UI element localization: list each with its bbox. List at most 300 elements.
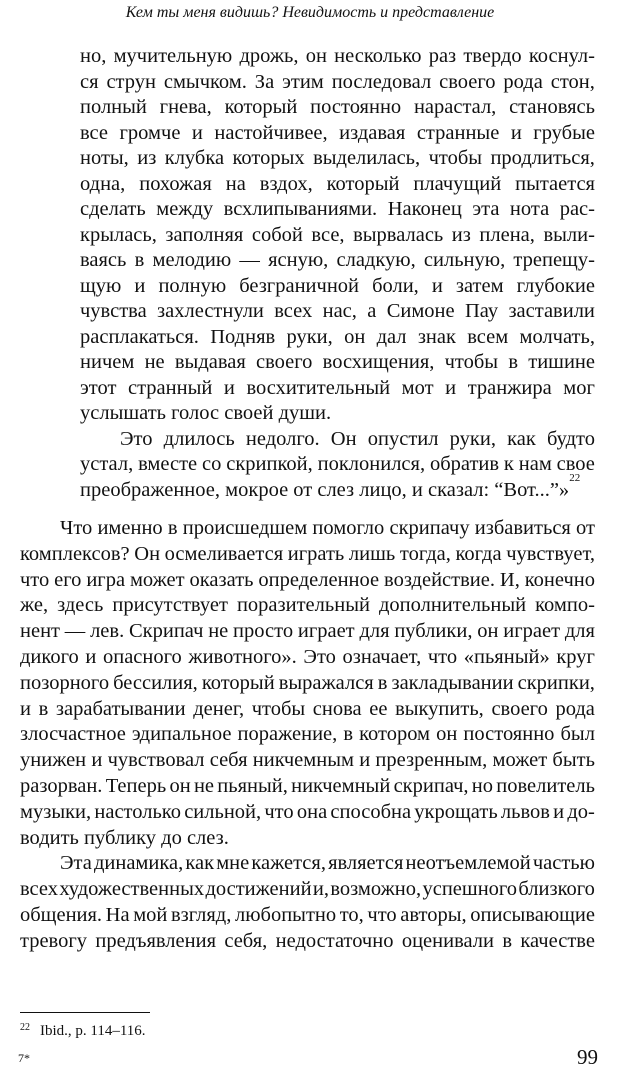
word: мой bbox=[133, 903, 168, 926]
word: Симоне bbox=[386, 300, 455, 322]
word: описывающие bbox=[470, 903, 595, 926]
word: музыки, bbox=[20, 800, 92, 823]
body-line bbox=[20, 697, 595, 723]
word: и bbox=[553, 800, 565, 823]
word: тишине bbox=[528, 351, 595, 373]
word: и bbox=[431, 274, 443, 297]
word: руки, bbox=[286, 325, 333, 348]
word: не bbox=[208, 620, 229, 643]
word: до- bbox=[567, 800, 595, 823]
word: ноты, bbox=[80, 147, 129, 169]
word: не bbox=[193, 774, 215, 797]
word: и bbox=[191, 121, 203, 144]
word: публики, bbox=[394, 620, 473, 643]
word: этим bbox=[282, 70, 324, 93]
word: львов bbox=[500, 800, 550, 823]
word: не bbox=[144, 351, 165, 373]
word: здесь bbox=[57, 594, 104, 617]
word: определенное bbox=[258, 568, 380, 591]
word: последовал bbox=[331, 70, 432, 93]
quote-line bbox=[80, 274, 595, 300]
word: унижен bbox=[20, 749, 87, 772]
word: повелитель bbox=[496, 774, 595, 797]
quote-line bbox=[80, 248, 595, 274]
word: ваясь bbox=[80, 249, 127, 271]
word: своего bbox=[439, 70, 496, 93]
word: от bbox=[576, 517, 595, 539]
quote-line bbox=[80, 325, 595, 351]
quote-line bbox=[80, 197, 595, 223]
body-line bbox=[20, 722, 595, 748]
word: чувствовал bbox=[107, 749, 205, 772]
word: достижений bbox=[205, 878, 312, 901]
word: игра bbox=[86, 568, 126, 591]
word: Что bbox=[60, 517, 93, 539]
word: выражался bbox=[278, 671, 374, 694]
word: Теперь bbox=[105, 774, 167, 797]
word: рода bbox=[503, 70, 543, 93]
word: дополнительный bbox=[378, 594, 527, 617]
word: происшедшем bbox=[182, 517, 308, 539]
word: оказать bbox=[189, 568, 254, 591]
word: тогда, bbox=[399, 542, 451, 565]
word: рода bbox=[555, 697, 595, 720]
word: руки, bbox=[449, 427, 496, 450]
word: чувства bbox=[80, 300, 147, 322]
word: дрожь, bbox=[239, 45, 299, 67]
word: грубые bbox=[533, 121, 595, 144]
word: обратив bbox=[429, 453, 500, 475]
word: затем bbox=[455, 274, 504, 297]
word: опустил bbox=[367, 427, 439, 450]
word: полную bbox=[158, 274, 227, 297]
word: издавая bbox=[339, 121, 406, 144]
word: осмеливается bbox=[164, 542, 284, 565]
word: эта bbox=[472, 198, 500, 220]
word: всех bbox=[274, 300, 313, 322]
page-number: 99 bbox=[577, 1045, 598, 1069]
word: молчать, bbox=[519, 325, 595, 348]
word: мучительную bbox=[113, 45, 233, 67]
word: вырвалась bbox=[353, 223, 444, 246]
word: восхищения, bbox=[322, 351, 435, 373]
word: воздействие. bbox=[384, 568, 495, 591]
word: вместе bbox=[138, 453, 198, 475]
word: может bbox=[129, 568, 185, 591]
word: Он bbox=[134, 542, 161, 565]
word: постоянно bbox=[310, 96, 402, 118]
word: качестве bbox=[520, 929, 595, 952]
word: помогло bbox=[312, 517, 385, 539]
word: «пьяный» bbox=[463, 645, 550, 668]
word: на bbox=[225, 172, 246, 195]
word: который bbox=[201, 671, 275, 694]
word: Пау bbox=[464, 300, 499, 322]
quote-line bbox=[80, 299, 595, 325]
body-line bbox=[20, 671, 595, 697]
word: безграничной bbox=[239, 274, 360, 297]
word: комплексов? bbox=[20, 542, 130, 565]
body-line bbox=[20, 800, 595, 826]
word: и bbox=[134, 274, 146, 297]
word: продлиться, bbox=[490, 147, 595, 169]
word: закладывании bbox=[391, 671, 514, 694]
body-line bbox=[20, 593, 595, 619]
word: что bbox=[427, 645, 458, 668]
body-line bbox=[20, 748, 595, 774]
word: любопытно bbox=[234, 903, 337, 926]
word: а bbox=[367, 300, 377, 322]
word: своего bbox=[256, 351, 313, 373]
word: позорного bbox=[20, 671, 110, 694]
word: трепещу- bbox=[513, 249, 595, 271]
word: же, bbox=[20, 594, 49, 617]
word: — bbox=[64, 620, 86, 643]
word: стон, bbox=[550, 70, 595, 93]
word: разорван. bbox=[20, 774, 103, 797]
word: мот bbox=[401, 376, 434, 399]
word: играет bbox=[297, 620, 355, 643]
word: как bbox=[185, 852, 215, 875]
word: конечно bbox=[524, 568, 595, 591]
word: транжира bbox=[467, 376, 552, 399]
word: взгляд, bbox=[171, 903, 232, 926]
word: что bbox=[367, 903, 397, 926]
word: опасного bbox=[102, 645, 182, 668]
word: одна, bbox=[80, 172, 126, 195]
word: который bbox=[224, 96, 298, 118]
body-text bbox=[20, 516, 595, 955]
word: злосчастное bbox=[20, 723, 126, 746]
word: Эта bbox=[60, 852, 92, 875]
quote-line bbox=[80, 452, 595, 478]
word: и bbox=[223, 376, 235, 399]
signature-mark: 7* bbox=[18, 1051, 30, 1065]
body-line: водить публику до слез. bbox=[20, 826, 229, 849]
word: За bbox=[254, 70, 275, 93]
word: неотъемлемой bbox=[405, 852, 531, 875]
word: мог bbox=[563, 376, 595, 399]
word: Наконец bbox=[387, 198, 462, 220]
body-line bbox=[20, 877, 595, 903]
word: крылась, bbox=[80, 223, 157, 246]
body-line bbox=[20, 542, 595, 568]
word: заполняя bbox=[165, 223, 244, 246]
word: лишь bbox=[348, 542, 396, 565]
word: раз bbox=[428, 45, 457, 67]
word: он bbox=[305, 45, 327, 67]
word: он bbox=[436, 723, 458, 746]
word: свое bbox=[556, 453, 595, 475]
word: скрипач, bbox=[393, 774, 469, 797]
word: выделилась, bbox=[313, 147, 421, 169]
word: денег, bbox=[193, 697, 245, 720]
word: щую bbox=[80, 274, 122, 297]
word: поклонился, bbox=[317, 453, 426, 475]
footnote-number: 22 bbox=[20, 1022, 30, 1033]
word: но, bbox=[80, 45, 107, 67]
body-line bbox=[20, 851, 595, 877]
running-header: Кем ты меня видишь? Невидимость и представление bbox=[125, 4, 495, 21]
word: пьяный, bbox=[217, 774, 288, 797]
word: со bbox=[202, 453, 222, 475]
word: выли- bbox=[543, 223, 595, 246]
word: выдавая bbox=[174, 351, 246, 373]
word: сильную, bbox=[423, 249, 506, 271]
word: возможно, bbox=[330, 878, 422, 901]
word: общения. bbox=[20, 903, 103, 926]
quote-line-text: преображенное, мокрое от слез лицо, и сказал: “Вот...”» bbox=[80, 478, 570, 501]
word: настолько bbox=[94, 800, 181, 823]
word: презренным, bbox=[375, 749, 488, 772]
word: дал bbox=[376, 325, 407, 348]
word: нент bbox=[20, 620, 60, 643]
word: все bbox=[80, 121, 109, 144]
word: несколько bbox=[334, 45, 422, 67]
word: всех bbox=[20, 878, 58, 901]
quote-line bbox=[80, 350, 595, 376]
word: смычком. bbox=[163, 70, 247, 93]
word: предъявления bbox=[95, 929, 216, 952]
word: и, bbox=[312, 878, 329, 901]
word: в bbox=[134, 249, 145, 271]
body-line bbox=[20, 903, 595, 929]
word: расплакаться. bbox=[80, 325, 199, 348]
word: он bbox=[169, 774, 191, 797]
word: мелодию bbox=[152, 249, 232, 271]
word: рас- bbox=[559, 198, 595, 220]
word: как bbox=[507, 427, 536, 450]
word: частью bbox=[532, 852, 595, 875]
word: всхлипываниями. bbox=[223, 198, 378, 220]
footnote bbox=[20, 1022, 146, 1040]
word: компо- bbox=[535, 594, 595, 617]
word: что bbox=[20, 568, 50, 591]
word: и bbox=[359, 749, 371, 772]
body-line bbox=[20, 774, 595, 800]
word: выкупить, bbox=[395, 697, 484, 720]
word: чтобы bbox=[251, 697, 306, 720]
body-line bbox=[20, 619, 595, 645]
word: животного». bbox=[188, 645, 297, 668]
quote-line bbox=[80, 44, 595, 70]
word: дикого bbox=[20, 645, 79, 668]
word: мне bbox=[216, 852, 250, 875]
word: себя, bbox=[224, 929, 268, 952]
word: может bbox=[492, 749, 548, 772]
word: котором bbox=[359, 723, 431, 746]
word: И, bbox=[499, 568, 520, 591]
word: Это bbox=[120, 427, 153, 450]
word: плена, bbox=[479, 223, 535, 246]
word: круг bbox=[556, 645, 595, 668]
body-line bbox=[20, 929, 595, 955]
word: собой bbox=[251, 223, 303, 246]
word: твердо bbox=[463, 45, 522, 67]
word: был bbox=[560, 723, 595, 746]
word: Он bbox=[330, 427, 357, 450]
word: то, bbox=[339, 903, 364, 926]
word: громче bbox=[119, 121, 181, 144]
word: лев. bbox=[90, 620, 125, 643]
word: Подняв bbox=[210, 325, 276, 348]
word: и bbox=[91, 749, 103, 772]
word: устал, bbox=[80, 453, 134, 475]
quote-line bbox=[80, 70, 595, 96]
word: скрипки, bbox=[517, 671, 595, 694]
word: близкого bbox=[518, 878, 595, 901]
word: в bbox=[508, 351, 518, 373]
word: настойчивее, bbox=[214, 121, 328, 144]
word: недостаточно bbox=[275, 929, 394, 952]
word: быть bbox=[552, 749, 595, 772]
quote-line bbox=[80, 172, 595, 198]
word: нота bbox=[509, 198, 550, 220]
word: в bbox=[377, 671, 388, 694]
word: недолго. bbox=[245, 427, 320, 450]
quote-line: услышать голос своей души. bbox=[80, 402, 332, 424]
word: поражение, bbox=[237, 723, 338, 746]
word: для bbox=[359, 620, 390, 643]
quote-line bbox=[80, 121, 595, 147]
word: гнева, bbox=[159, 96, 212, 118]
word: коснул- bbox=[528, 45, 595, 67]
word: присутствует bbox=[112, 594, 228, 617]
quote-line bbox=[80, 376, 595, 402]
word: На bbox=[105, 903, 130, 926]
word: — bbox=[239, 249, 260, 271]
word: странный bbox=[128, 376, 213, 399]
word: нарастал, bbox=[413, 96, 497, 118]
word: Это bbox=[303, 645, 336, 668]
word: восхитительный bbox=[246, 376, 391, 399]
word: становясь bbox=[509, 96, 595, 118]
word: заставили bbox=[508, 300, 595, 322]
word: играть bbox=[287, 542, 345, 565]
word: означает, bbox=[342, 645, 422, 668]
word: именно bbox=[97, 517, 163, 539]
word: странные bbox=[416, 121, 500, 144]
word: похожая bbox=[139, 172, 212, 195]
word: плачущий bbox=[413, 172, 502, 195]
word: избавиться bbox=[474, 517, 571, 539]
word: оценивали bbox=[401, 929, 494, 952]
word: Скрипач bbox=[128, 620, 204, 643]
word: его bbox=[54, 568, 82, 591]
word: ее bbox=[369, 697, 388, 720]
word: клубка bbox=[164, 147, 225, 169]
word: нам bbox=[518, 453, 552, 475]
word: нас, bbox=[322, 300, 357, 322]
word: и bbox=[510, 121, 522, 144]
body-line bbox=[20, 645, 595, 671]
word: укрощать bbox=[414, 800, 498, 823]
word: в bbox=[38, 697, 49, 720]
word: скрипкой, bbox=[226, 453, 313, 475]
quote-line bbox=[80, 95, 595, 121]
word: скрипачу bbox=[389, 517, 470, 539]
quote-line bbox=[80, 427, 595, 453]
word: в bbox=[167, 517, 178, 539]
word: длилось bbox=[163, 427, 235, 450]
word: является bbox=[328, 852, 404, 875]
word: успешного bbox=[422, 878, 518, 901]
word: к bbox=[503, 453, 514, 475]
word: снова bbox=[312, 697, 362, 720]
word: она bbox=[296, 800, 328, 823]
word: знак bbox=[417, 325, 456, 348]
word: полный bbox=[80, 96, 147, 118]
word: все, bbox=[311, 223, 345, 246]
footnote-separator bbox=[20, 1012, 150, 1013]
word: этот bbox=[80, 376, 117, 399]
word: зарабатывании bbox=[55, 697, 186, 720]
word: тревогу bbox=[20, 929, 88, 952]
word: никчемный bbox=[291, 774, 391, 797]
word: пытается bbox=[515, 172, 595, 195]
word: бессилия, bbox=[113, 671, 198, 694]
word: играет bbox=[503, 620, 561, 643]
quote-line bbox=[80, 223, 595, 249]
word: глубокие bbox=[516, 274, 595, 297]
word: чтобы bbox=[428, 147, 483, 169]
word: художественных bbox=[59, 878, 205, 901]
word: будто bbox=[547, 427, 595, 450]
word: динамика, bbox=[93, 852, 184, 875]
word: в bbox=[502, 929, 513, 952]
word: сделать bbox=[80, 198, 146, 220]
word: сладкую, bbox=[336, 249, 416, 271]
quote-last-line bbox=[80, 471, 595, 504]
footnote-text: Ibid., p. 114–116. bbox=[40, 1023, 146, 1039]
word: который bbox=[326, 172, 400, 195]
word: кажется, bbox=[251, 852, 326, 875]
word: ясную, bbox=[268, 249, 329, 271]
word: в bbox=[343, 723, 354, 746]
word: ся bbox=[80, 70, 99, 93]
word: вздох, bbox=[259, 172, 313, 195]
quote-line bbox=[80, 146, 595, 172]
footnote-reference: 22 bbox=[569, 471, 581, 484]
word: из bbox=[451, 223, 471, 246]
word: между bbox=[156, 198, 214, 220]
word: никчемным bbox=[252, 749, 354, 772]
body-line bbox=[20, 516, 595, 542]
word: из bbox=[137, 147, 157, 169]
word: чтобы bbox=[444, 351, 499, 373]
word: себя bbox=[209, 749, 248, 772]
word: но bbox=[471, 774, 494, 797]
word: для bbox=[564, 620, 595, 643]
word: что bbox=[264, 800, 294, 823]
block-quote bbox=[80, 44, 595, 503]
word: своего bbox=[491, 697, 548, 720]
word: эдипальное bbox=[131, 723, 232, 746]
word: захлестнули bbox=[157, 300, 264, 322]
word: и bbox=[85, 645, 97, 668]
word: когда bbox=[455, 542, 502, 565]
word: ничем bbox=[80, 351, 135, 373]
word: и bbox=[20, 697, 31, 720]
word: постоянно bbox=[463, 723, 555, 746]
word: он bbox=[344, 325, 366, 348]
word: авторы, bbox=[400, 903, 467, 926]
word: поразительный bbox=[236, 594, 370, 617]
word: просто bbox=[233, 620, 294, 643]
body-line bbox=[20, 568, 595, 594]
word: способна bbox=[330, 800, 412, 823]
word: сильной, bbox=[184, 800, 262, 823]
